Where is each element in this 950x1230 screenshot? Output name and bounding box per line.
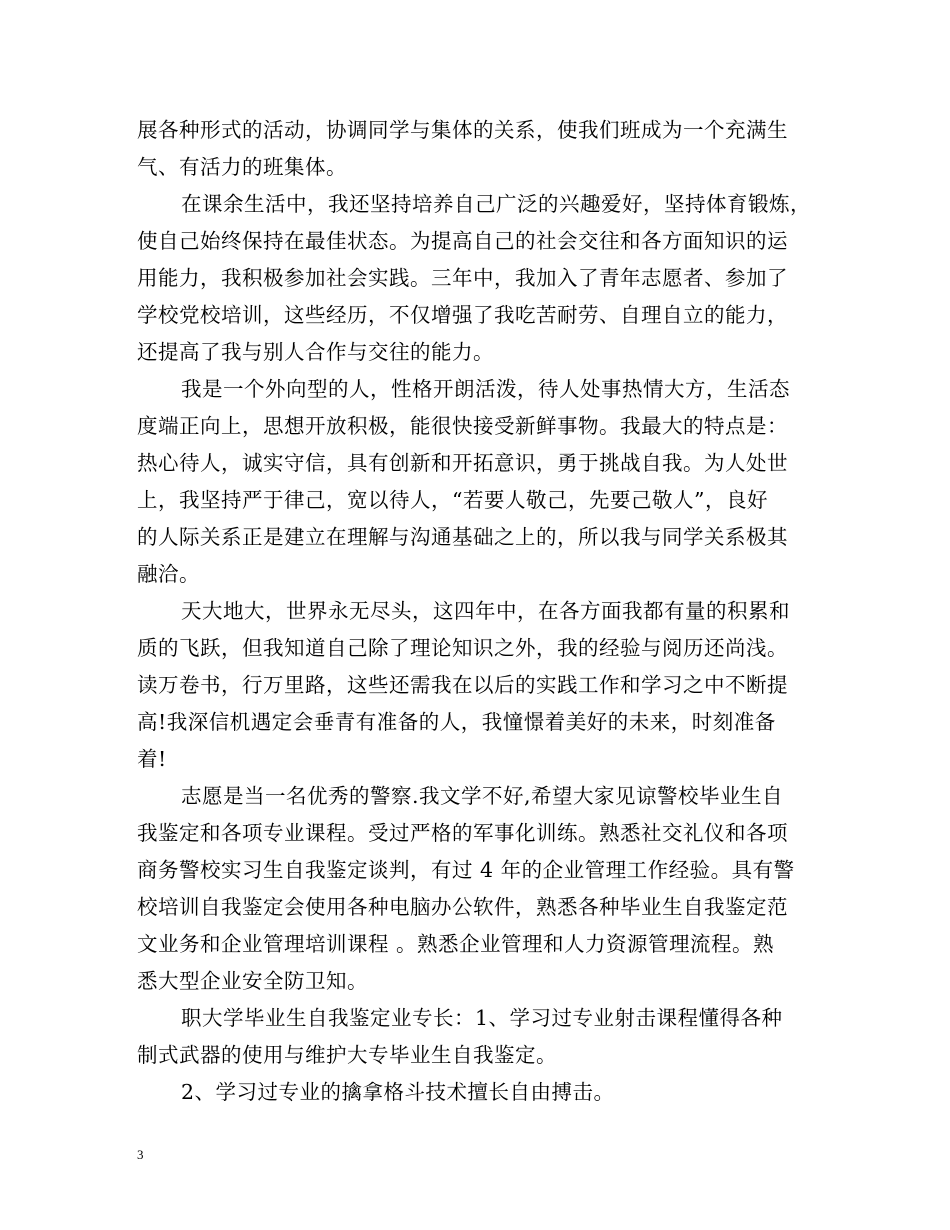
text-line: 志愿是当一名优秀的警察.我文学不好,希望大家见谅警校毕业生自 bbox=[181, 784, 784, 808]
text-line: 高!我深信机遇定会垂青有准备的人，我憧憬着美好的未来，时刻准备 bbox=[137, 710, 776, 734]
document-body bbox=[137, 112, 817, 1111]
text-line: 的人际关系正是建立在理解与沟通基础之上的，所以我与同学关系极其 bbox=[137, 525, 788, 549]
text-line: 用能力，我积极参加社会实践。三年中，我加入了青年志愿者、参加了 bbox=[137, 266, 788, 290]
text-line: 还提高了我与别人合作与交往的能力。 bbox=[137, 340, 494, 364]
text-line: 着! bbox=[137, 747, 167, 771]
text-line: 气、有活力的班集体。 bbox=[137, 155, 347, 179]
text-line: 文业务和企业管理培训课程 。熟悉企业管理和人力资源管理流程。熟 bbox=[137, 932, 775, 956]
text-line: 融洽。 bbox=[137, 562, 200, 586]
text-line: 制式武器的使用与维护大专毕业生自我鉴定。 bbox=[137, 1043, 557, 1067]
text-line: 展各种形式的活动，协调同学与集体的关系，使我们班成为一个充满生 bbox=[137, 118, 788, 142]
text-line: 天大地大，世界永无尽头，这四年中，在各方面我都有量的积累和 bbox=[181, 599, 790, 623]
text-line: 职大学毕业生自我鉴定业专长：1、学习过专业射击课程懂得各种 bbox=[181, 1006, 783, 1030]
text-line: 热心待人，诚实守信，具有创新和开拓意识，勇于挑战自我。为人处世 bbox=[137, 451, 788, 475]
text-line: 在课余生活中，我还坚持培养自己广泛的兴趣爱好，坚持体育锻炼， bbox=[181, 192, 811, 216]
text-line: 商务警校实习生自我鉴定谈判，有过 4 年的企业管理工作经验。具有警 bbox=[137, 858, 795, 882]
text-line: 2、学习过专业的擒拿格斗技术擅长自由搏击。 bbox=[181, 1080, 615, 1104]
page-number: 3 bbox=[137, 1147, 144, 1162]
text-line: 学校党校培训，这些经历，不仅增强了我吃苦耐劳、自理自立的能力， bbox=[137, 303, 788, 327]
text-line: 质的飞跃，但我知道自己除了理论知识之外，我的经验与阅历还尚浅。 bbox=[137, 636, 788, 660]
text-line: 度端正向上，思想开放积极，能很快接受新鲜事物。我最大的特点是： bbox=[137, 414, 788, 438]
text-line: 我鉴定和各项专业课程。受过严格的军事化训练。熟悉社交礼仪和各项 bbox=[137, 821, 788, 845]
text-line: 我是一个外向型的人，性格开朗活泼，待人处事热情大方，生活态 bbox=[181, 377, 790, 401]
text-line: 校培训自我鉴定会使用各种电脑办公软件，熟悉各种毕业生自我鉴定范 bbox=[137, 895, 788, 919]
text-line: 上，我坚持严于律己，宽以待人，“若要人敬己，先要己敬人”，良好 bbox=[137, 488, 768, 512]
text-line: 读万卷书，行万里路，这些还需我在以后的实践工作和学习之中不断提 bbox=[137, 673, 788, 697]
text-line: 使自己始终保持在最佳状态。为提高自己的社会交往和各方面知识的运 bbox=[137, 229, 788, 253]
text-line: 悉大型企业安全防卫知。 bbox=[137, 969, 368, 993]
